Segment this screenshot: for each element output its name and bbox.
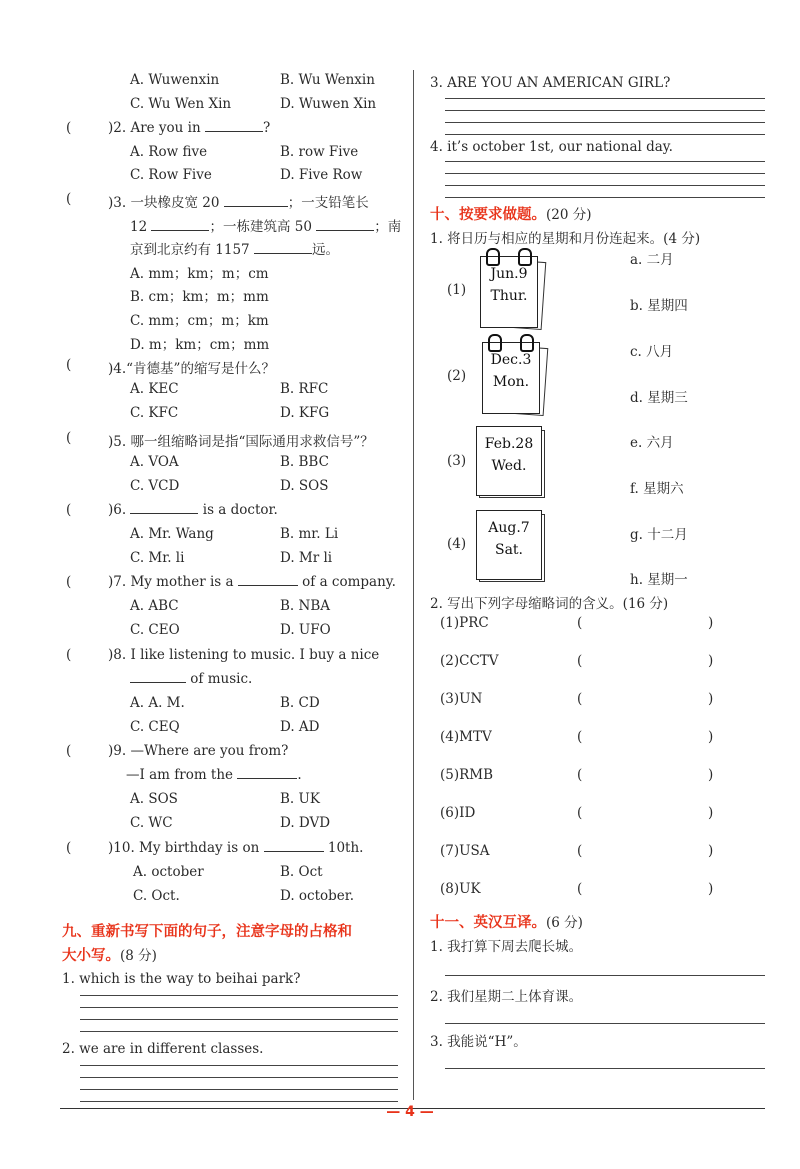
q9-paren: ( — [66, 743, 72, 759]
calendar-4-date: Aug.7 — [488, 520, 530, 536]
q6-question: )6. is a doctor. — [108, 502, 278, 518]
q9-line2: —I am from the . — [126, 767, 302, 783]
close-paren: ) — [708, 615, 714, 631]
q5-paren: ( — [66, 430, 72, 446]
match-option-g: g. 十二月 — [630, 527, 688, 543]
abbr-item: (3)UN — [440, 691, 483, 707]
q8-option-d: D. AD — [280, 719, 320, 735]
q1-option-a: A. Wuwenxin — [130, 72, 220, 88]
q1-option-d: D. Wuwen Xin — [280, 96, 377, 112]
q6-option-d: D. Mr li — [280, 550, 333, 566]
q10-option-a: A. october — [133, 864, 204, 880]
section9-sentence1: 1. which is the way to beihai park? — [62, 971, 301, 987]
q9-option-b: B. UK — [280, 791, 320, 807]
q3-option-d: D. m；km；cm；mm — [130, 337, 270, 353]
q3-line3: 京到北京约有 1157 远。 — [130, 242, 339, 258]
q8-option-a: A. A. M. — [130, 695, 185, 711]
close-paren: ) — [708, 653, 714, 669]
calendar-2-number: (2) — [447, 368, 467, 384]
open-paren: ( — [577, 653, 583, 669]
q4-question: )4.“肯德基”的缩写是什么？ — [108, 361, 275, 377]
writing-line — [445, 161, 765, 162]
q1-option-c: C. Wu Wen Xin — [130, 96, 232, 112]
q6-paren: ( — [66, 502, 72, 518]
calendar-4 — [476, 508, 546, 580]
close-paren: ) — [708, 805, 714, 821]
match-option-d: d. 星期三 — [630, 390, 688, 406]
q9-line1: )9. —Where are you from? — [108, 743, 289, 759]
match-option-c: c. 八月 — [630, 344, 674, 360]
q3-option-c: C. mm；cm；m；km — [130, 313, 269, 329]
abbr-item: (7)USA — [440, 843, 490, 859]
q3-line2: 12 ；一栋建筑高 50 ；南 — [130, 219, 402, 235]
calendar-1-day: Thur. — [490, 288, 528, 304]
open-paren: ( — [577, 843, 583, 859]
q5-option-c: C. VCD — [130, 478, 180, 494]
writing-line — [445, 110, 765, 111]
q7-option-a: A. ABC — [130, 598, 179, 614]
q8-option-b: B. CD — [280, 695, 320, 711]
q5-option-b: B. BBC — [280, 454, 329, 470]
q9-option-a: A. SOS — [130, 791, 178, 807]
open-paren: ( — [577, 767, 583, 783]
writing-line — [445, 197, 765, 198]
writing-line — [445, 173, 765, 174]
q10-question: )10. My birthday is on 10th. — [108, 840, 364, 856]
calendar-3-number: (3) — [447, 453, 467, 469]
q5-option-a: A. VOA — [130, 454, 179, 470]
q6-option-c: C. Mr. li — [130, 550, 185, 566]
translation-2: 2. 我们星期二上体育课。 — [430, 989, 583, 1005]
q4-option-b: B. RFC — [280, 381, 329, 397]
page-number: — 4 — — [386, 1104, 434, 1120]
writing-line — [80, 1019, 398, 1020]
calendar-1-number: (1) — [447, 282, 467, 298]
q4-option-a: A. KEC — [130, 381, 179, 397]
open-paren: ( — [577, 805, 583, 821]
calendar-4-number: (4) — [447, 536, 467, 552]
open-paren: ( — [577, 615, 583, 631]
calendar-ring — [518, 248, 532, 266]
q4-option-c: C. KFC — [130, 405, 179, 421]
q3-paren: ( — [66, 191, 72, 207]
close-paren: ) — [708, 767, 714, 783]
translation-1: 1. 我打算下周去爬长城。 — [430, 939, 583, 955]
q8-line1: )8. I like listening to music. I buy a nice — [108, 647, 380, 663]
writing-line — [80, 1065, 398, 1066]
open-paren: ( — [577, 729, 583, 745]
calendar-ring — [488, 334, 502, 352]
q9-option-c: C. WC — [130, 815, 173, 831]
q10-option-b: B. Oct — [280, 864, 323, 880]
section9-title-line2: 大小写。(8 分) — [62, 947, 157, 964]
q4-paren: ( — [66, 357, 72, 373]
answer-line — [445, 1023, 765, 1024]
column-divider — [413, 70, 414, 1100]
match-option-e: e. 六月 — [630, 435, 674, 451]
calendar-2-date: Dec.3 — [490, 352, 532, 368]
calendar-ring — [486, 248, 500, 266]
q7-option-d: D. UFO — [280, 622, 331, 638]
q10-option-d: D. october. — [280, 888, 355, 904]
close-paren: ) — [708, 691, 714, 707]
q3-option-b: B. cm；km；m；mm — [130, 289, 269, 305]
q2-option-b: B. row Five — [280, 144, 359, 160]
section8-sentence4: 4. it’s october 1st, our national day. — [430, 139, 673, 155]
calendar-1-date: Jun.9 — [490, 266, 528, 282]
writing-line — [80, 1077, 398, 1078]
q3-option-a: A. mm；km；m；cm — [130, 266, 269, 282]
q6-option-b: B. mr. Li — [280, 526, 339, 542]
q2-paren: ( — [66, 120, 72, 136]
writing-line — [445, 122, 765, 123]
translation-3: 3. 我能说“H”。 — [430, 1034, 527, 1050]
close-paren: ) — [708, 843, 714, 859]
section11-title: 十一、英汉互译。(6 分) — [430, 914, 583, 931]
section10-part1: 1. 将日历与相应的星期和月份连起来。(4 分) — [430, 231, 701, 247]
answer-line — [445, 1068, 765, 1069]
q5-question: )5. 哪一组缩略词是指“国际通用求救信号”？ — [108, 434, 374, 450]
q6-option-a: A. Mr. Wang — [130, 526, 214, 542]
close-paren: ) — [708, 881, 714, 897]
q8-line2: of music. — [130, 671, 252, 687]
calendar-2-day: Mon. — [492, 374, 530, 390]
section10-title: 十、按要求做题。(20 分) — [430, 206, 592, 223]
calendar-3 — [476, 424, 546, 496]
section9-title-line1: 九、重新书写下面的句子，注意字母的占格和 — [62, 923, 352, 940]
close-paren: ) — [708, 729, 714, 745]
q10-option-c: C. Oct. — [133, 888, 180, 904]
section8-sentence3: 3. ARE YOU AN AMERICAN GIRL? — [430, 75, 671, 91]
q1-option-b: B. Wu Wenxin — [280, 72, 375, 88]
section9-sentence2: 2. we are in different classes. — [62, 1041, 264, 1057]
q8-paren: ( — [66, 647, 72, 663]
writing-line — [445, 185, 765, 186]
q2-question: )2. Are you in ? — [108, 120, 271, 136]
writing-line — [80, 1031, 398, 1032]
calendar-1 — [478, 252, 540, 324]
q9-option-d: D. DVD — [280, 815, 331, 831]
abbr-item: (4)MTV — [440, 729, 492, 745]
calendar-4-day: Sat. — [494, 542, 523, 558]
section10-part2: 2. 写出下列字母缩略词的含义。(16 分) — [430, 596, 669, 612]
writing-line — [80, 1089, 398, 1090]
match-option-a: a. 二月 — [630, 252, 674, 268]
q7-paren: ( — [66, 574, 72, 590]
writing-line — [445, 134, 765, 135]
q8-option-c: C. CEQ — [130, 719, 180, 735]
q4-option-d: D. KFG — [280, 405, 330, 421]
q7-option-c: C. CEO — [130, 622, 180, 638]
q2-option-d: D. Five Row — [280, 167, 363, 183]
calendar-ring — [520, 334, 534, 352]
writing-line — [80, 1101, 398, 1102]
q7-question: )7. My mother is a of a company. — [108, 574, 396, 590]
q2-option-a: A. Row five — [130, 144, 208, 160]
q2-option-c: C. Row Five — [130, 167, 212, 183]
match-option-h: h. 星期一 — [630, 572, 688, 588]
writing-line — [80, 995, 398, 996]
abbr-item: (6)ID — [440, 805, 476, 821]
q10-paren: ( — [66, 840, 72, 856]
q2-blank — [205, 131, 263, 132]
q5-option-d: D. SOS — [280, 478, 329, 494]
calendar-2 — [480, 338, 542, 410]
abbr-item: (1)PRC — [440, 615, 489, 631]
open-paren: ( — [577, 881, 583, 897]
abbr-item: (8)UK — [440, 881, 481, 897]
calendar-3-day: Wed. — [491, 458, 527, 474]
calendar-3-date: Feb.28 — [484, 436, 534, 452]
abbr-item: (5)RMB — [440, 767, 494, 783]
q3-line1: )3. 一块橡皮宽 20 ；一支铅笔长 — [108, 195, 369, 211]
writing-line — [445, 98, 765, 99]
answer-line — [445, 975, 765, 976]
match-option-b: b. 星期四 — [630, 298, 688, 314]
writing-line — [80, 1007, 398, 1008]
q7-option-b: B. NBA — [280, 598, 330, 614]
abbr-item: (2)CCTV — [440, 653, 499, 669]
match-option-f: f. 星期六 — [630, 481, 684, 497]
open-paren: ( — [577, 691, 583, 707]
